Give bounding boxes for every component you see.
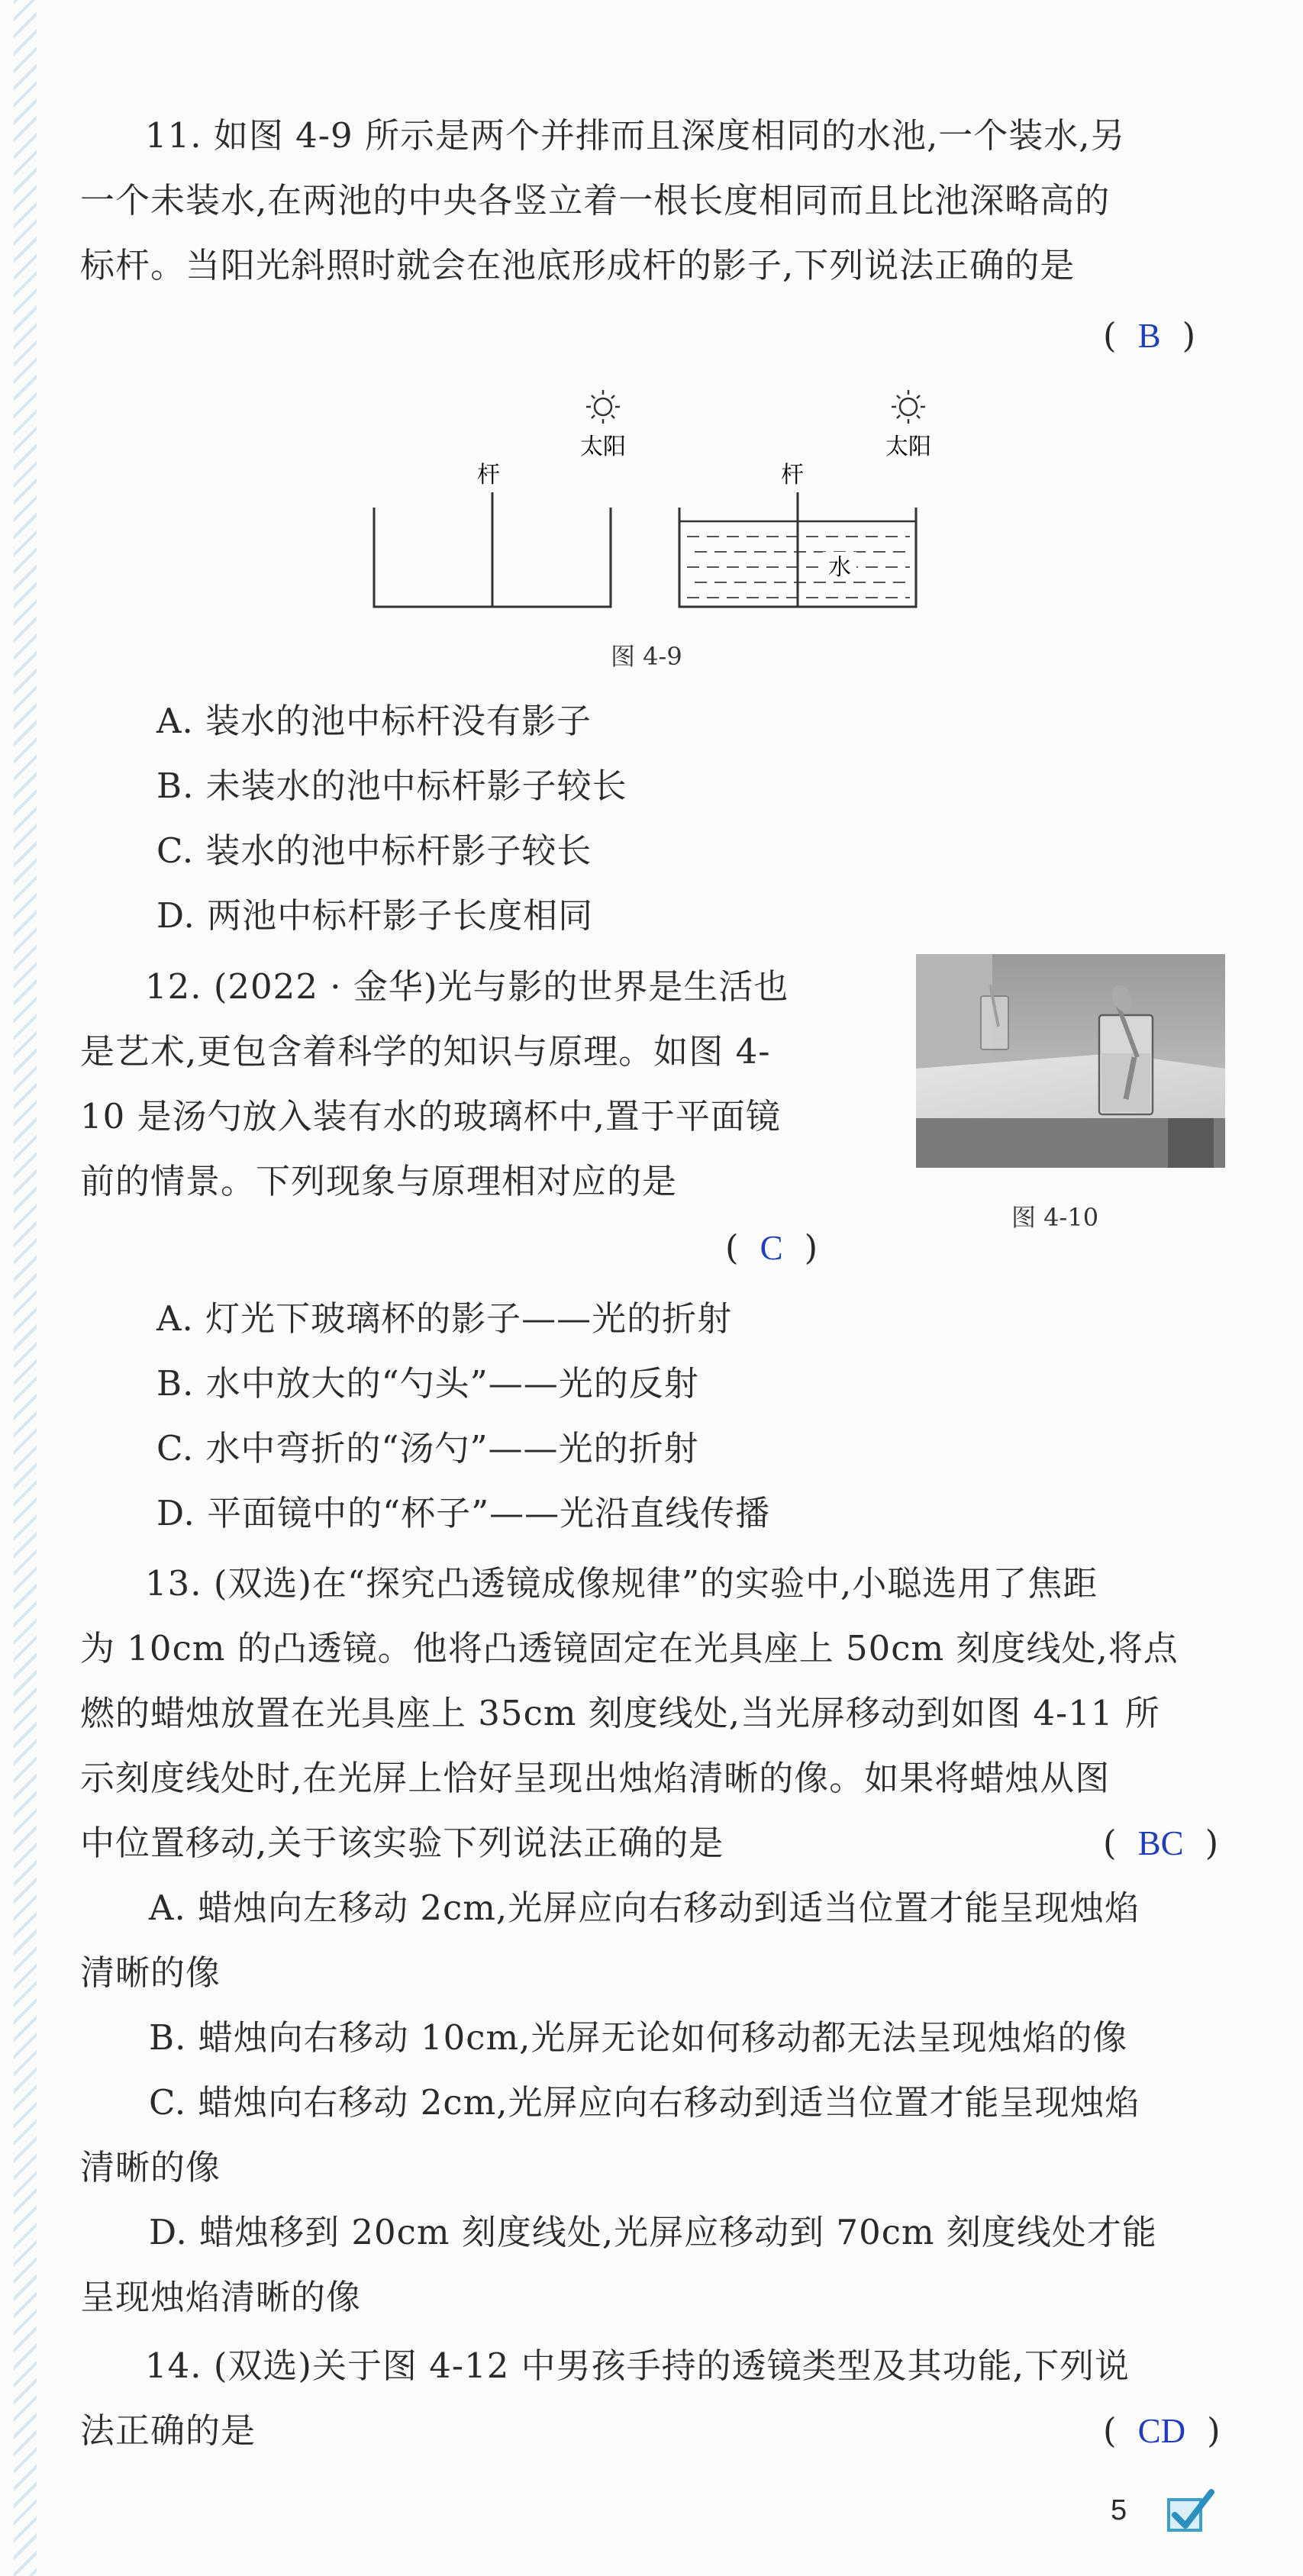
sun-label-left: 太阳 [580,434,626,460]
sun-icon-left [586,390,620,424]
q13-option-a-line-2: 清晰的像 [80,1952,221,1993]
q13-line-5: 中位置移动,关于该实验下列说法正确的是 [80,1823,724,1863]
decorative-left-border [14,0,37,2576]
q14-line-1: 14. (双选)关于图 4-12 中男孩手持的透镜类型及其功能,下列说 [145,2345,1130,2386]
q13-line-3: 燃的蜡烛放置在光具座上 35cm 刻度线处,当光屏移动到如图 4-11 所 [80,1693,1160,1733]
q13-line-4: 示刻度线处时,在光屏上恰好呈现出烛焰清晰的像。如果将蜡烛从图 [80,1758,1111,1798]
q12-line-1: 12. (2022 · 金华)光与影的世界是生活也 [145,966,789,1007]
figure-4-10-caption: 图 4-10 [1011,1203,1099,1232]
q11-option-b: B. 未装水的池中标杆影子较长 [156,766,627,806]
q12-option-c: C. 水中弯折的“汤勺”——光的折射 [156,1428,699,1469]
sun-icon-right [892,390,925,424]
q13-line-1: 13. (双选)在“探究凸透镜成像规律”的实验中,小聪选用了焦距 [145,1563,1098,1604]
page-number: 5 [1111,2494,1127,2526]
q14-line-2: 法正确的是 [80,2410,256,2451]
q11-line-3: 标杆。当阳光斜照时就会在池底形成杆的影子,下列说法正确的是 [80,245,1076,285]
q13-option-d-line-1: D. 蜡烛移到 20cm 刻度线处,光屏应移动到 70cm 刻度线处才能 [149,2212,1157,2252]
q11-answer-bracket: ( B ) [1103,315,1196,356]
q12-line-2: 是艺术,更包含着科学的知识与原理。如图 4- [80,1031,771,1072]
water-label: 水 [828,554,851,581]
q13-option-a-line-1: A. 蜡烛向左移动 2cm,光屏应向右移动到适当位置才能呈现烛焰 [149,1888,1140,1928]
q11-option-a: A. 装水的池中标杆没有影子 [156,701,592,741]
q11-option-d: D. 两池中标杆影子长度相同 [156,895,594,936]
q13-line-2: 为 10cm 的凸透镜。他将凸透镜固定在光具座上 50cm 刻度线处,将点 [80,1628,1179,1668]
q12-option-b: B. 水中放大的“勺头”——光的反射 [156,1363,699,1404]
q13-answer: BC [1137,1824,1184,1862]
q13-option-c-line-1: C. 蜡烛向右移动 2cm,光屏应向右移动到适当位置才能呈现烛焰 [149,2082,1140,2123]
figure-4-9 [359,378,931,622]
q12-answer: C [760,1229,783,1267]
q12-answer-bracket: ( C ) [725,1227,818,1268]
q11-line-2: 一个未装水,在两池的中央各竖立着一根长度相同而且比池深略高的 [80,180,1111,221]
rod-label-right: 杆 [781,462,804,488]
q13-answer-bracket: ( BC ) [1103,1823,1219,1863]
q11-answer: B [1137,317,1161,355]
q14-answer: CD [1137,2412,1186,2450]
q12-line-4: 前的情景。下列现象与原理相对应的是 [80,1161,678,1201]
water-pool [679,492,916,607]
q12-option-d: D. 平面镜中的“杯子”——光沿直线传播 [156,1493,771,1533]
figure-4-10-photo [916,954,1225,1168]
q13-option-d-line-2: 呈现烛焰清晰的像 [80,2277,362,2317]
q14-answer-bracket: ( CD ) [1103,2410,1221,2451]
checkbox-logo-icon [1164,2484,1218,2538]
q11-option-c: C. 装水的池中标杆影子较长 [156,830,592,871]
q11-line-1: 11. 如图 4-9 所示是两个并排而且深度相同的水池,一个装水,另 [145,115,1126,156]
rod-label-left: 杆 [477,462,500,488]
figure-4-9-caption: 图 4-9 [611,642,682,671]
q13-option-c-line-2: 清晰的像 [80,2147,221,2188]
sun-label-right: 太阳 [885,434,931,460]
q12-option-a: A. 灯光下玻璃杯的影子——光的折射 [156,1298,733,1339]
q13-option-b: B. 蜡烛向右移动 10cm,光屏无论如何移动都无法呈现烛焰的像 [149,2017,1128,2058]
q12-line-3: 10 是汤勺放入装有水的玻璃杯中,置于平面镜 [80,1096,781,1136]
